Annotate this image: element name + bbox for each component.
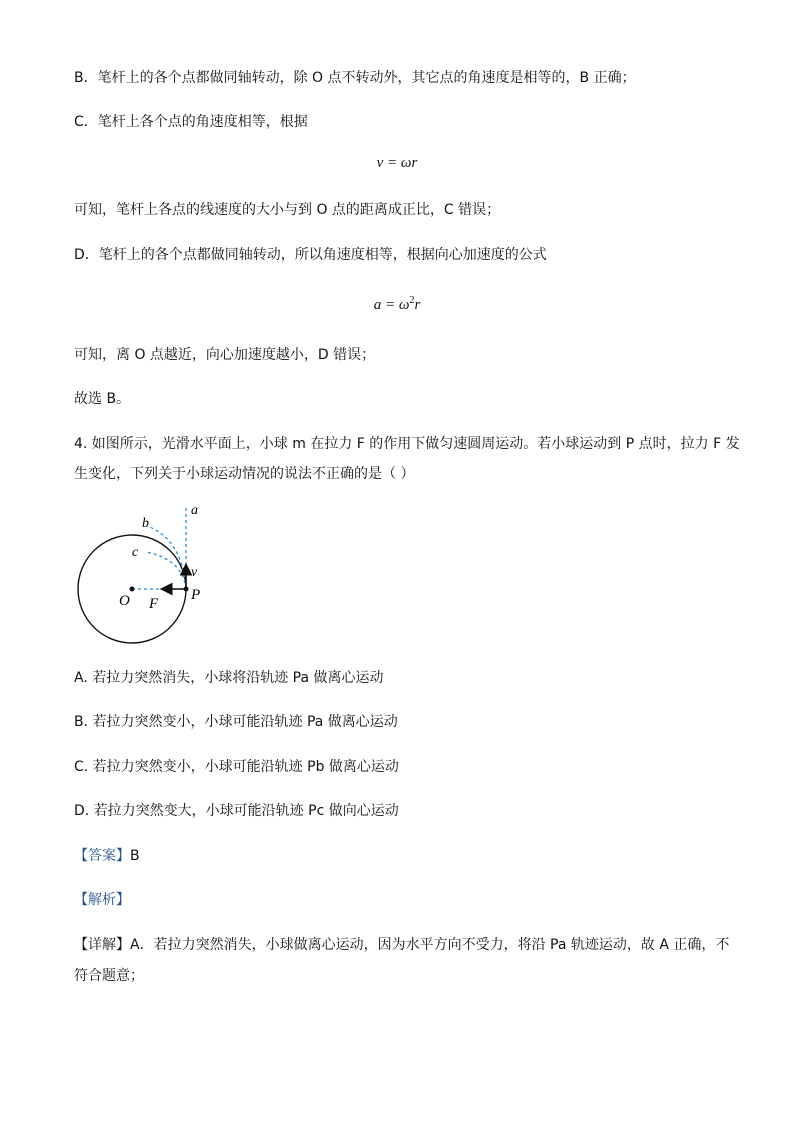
text-choose-answer: 故选 B。 [74,391,131,407]
label-f: F [149,596,159,612]
question-4-line1: 4. 如图所示，光滑水平面上，小球 m 在拉力 F 的作用下做匀速圆周运动。若小球运动到 P 点时，拉力 F 发 [74,436,740,452]
label-c: c [132,545,139,560]
option-c: C. 若拉力突然变小，小球可能沿轨迹 Pb 做离心运动 [74,759,399,775]
path-b-dashed [146,526,186,589]
text-option-b-analysis: B．笔杆上的各个点都做同轴转动，除 O 点不转动外，其它点的角速度是相等的，B 正确； [74,70,636,86]
option-d: D. 若拉力突然变大，小球可能沿轨迹 Pc 做向心运动 [74,803,399,819]
circular-motion-figure [70,500,240,650]
point-p [184,587,189,592]
label-v: v [191,565,198,580]
text-d-conclusion: 可知，离 O 点越近，向心加速度越小，D 错误； [74,347,376,363]
analysis-label: 【解析】 [74,892,130,908]
option-a: A. 若拉力突然消失，小球将沿轨迹 Pa 做离心运动 [74,670,384,686]
text-option-d-analysis: D．笔杆上的各个点都做同轴转动，所以角速度相等，根据向心加速度的公式 [74,247,547,263]
text-option-c-analysis: C．笔杆上各个点的角速度相等，根据 [74,114,308,130]
label-p: P [191,587,201,603]
formula-v-omega-r: v = ωr [376,155,418,171]
answer-label: 【答案】 [74,848,130,864]
formula2-tail: r [414,297,421,313]
answer-value: B [130,848,140,864]
formula2-exponent: 2 [409,295,415,306]
label-b: b [142,516,149,531]
option-b: B. 若拉力突然变小，小球可能沿轨迹 Pa 做离心运动 [74,714,398,730]
formula-a-omega-squared-r [0,295,794,314]
detail-line1: 【详解】A．若拉力突然消失，小球做离心运动，因为水平方向不受力，将沿 Pa 轨迹运动，故 A 正确，不 [74,937,730,953]
question-4-line2: 生变化，下列关于小球运动情况的说法不正确的是（ ） [74,466,415,482]
detail-line2: 符合题意； [74,968,144,984]
text-c-conclusion: 可知，笔杆上各点的线速度的大小与到 O 点的距离成正比，C 错误； [74,202,501,218]
label-a: a [191,503,198,518]
center-point-o [130,587,135,592]
formula2-main: a = ω [373,297,410,313]
path-c-dashed [146,552,186,589]
answer-line [74,846,140,866]
label-o: O [119,593,130,609]
